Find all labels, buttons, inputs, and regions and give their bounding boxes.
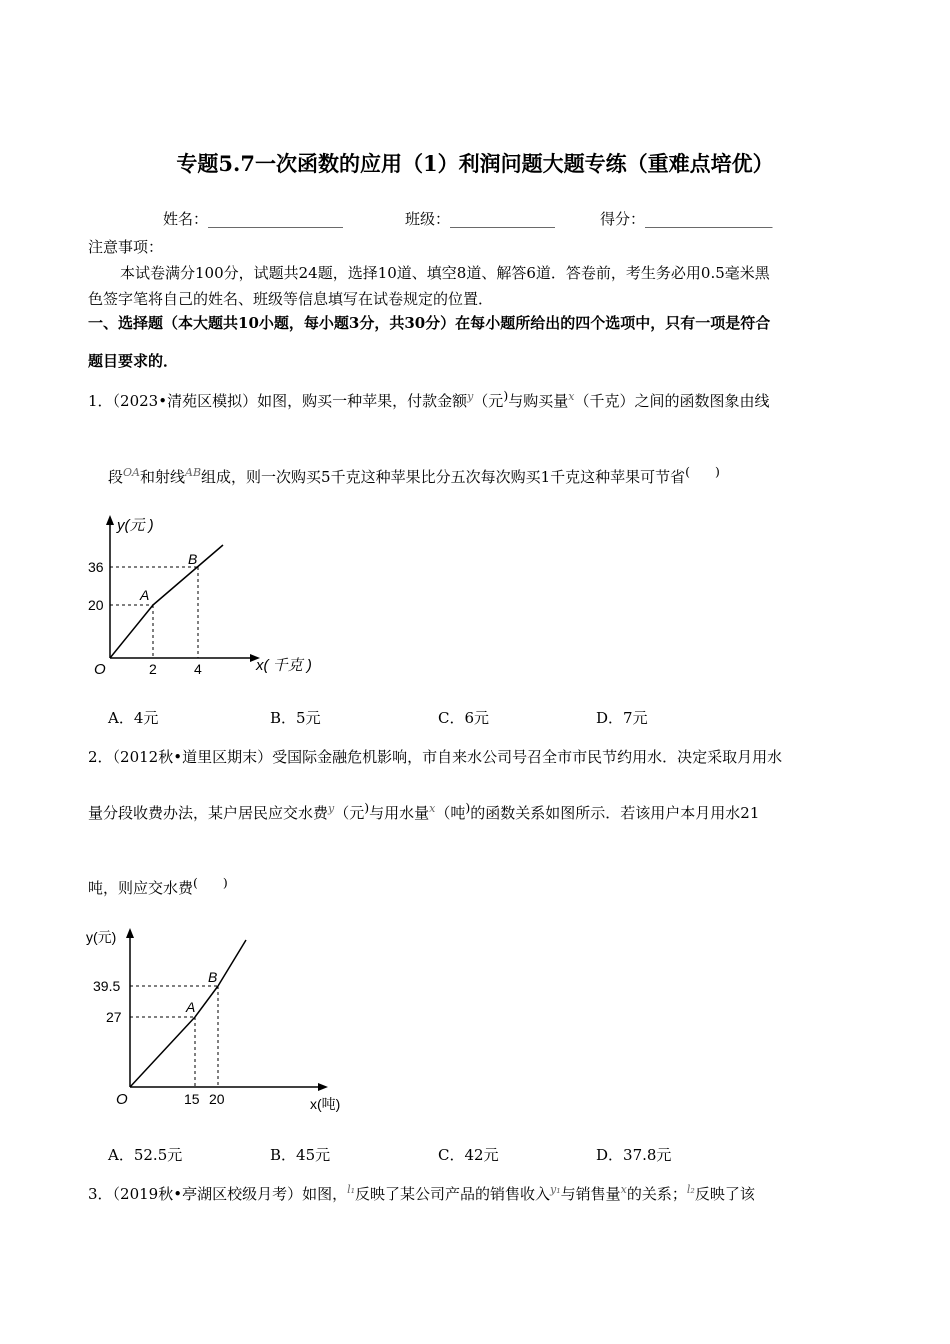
- q1-origin-label: O: [94, 661, 106, 678]
- q1-x-tick-2: 2: [149, 661, 157, 677]
- q2-text-c: 与用水量: [369, 804, 430, 822]
- q1-answer-paren: ( ): [685, 464, 720, 479]
- q1-text-c: 与购买量: [508, 392, 569, 410]
- q3-line-1: [88, 1183, 755, 1204]
- q2-text-b: （元: [334, 804, 365, 822]
- q3-text-e: 反映了该: [694, 1185, 755, 1203]
- q3-var-l1: l₁: [347, 1183, 356, 1196]
- q1-point-A: A: [140, 587, 150, 603]
- q1-var-AB: AB: [185, 466, 202, 479]
- page-title: 专题5.7一次函数的应用（1）利润问题大题专练（重难点培优）: [176, 151, 774, 176]
- q1-y-label: y(元 ): [117, 517, 154, 534]
- q1-x-label: x( 千克 ): [256, 657, 312, 674]
- name-field[interactable]: 姓名：__________________: [163, 210, 344, 228]
- class-field[interactable]: 班级：______________: [405, 210, 556, 228]
- q2-option-a[interactable]: A．52.5元: [108, 1146, 183, 1164]
- q2-paren-close-2: ): [465, 800, 471, 815]
- q2-ray-B: [218, 940, 246, 986]
- q1-text-b: （元: [473, 392, 504, 410]
- q1-point-B: B: [188, 551, 198, 567]
- q2-x-tick-15: 15: [184, 1091, 200, 1107]
- q2-x-label: x(吨): [310, 1096, 341, 1112]
- q1-var-x: x: [568, 390, 575, 403]
- q1-text-f: 和射线: [139, 468, 185, 486]
- q3-text-b: 反映了某公司产品的销售收入: [355, 1185, 551, 1203]
- q3-var-l2: l₂: [686, 1183, 695, 1196]
- q1-y-arrow: [106, 515, 114, 525]
- section-heading-line-1: 一、选择题（本大题共10小题，每小题3分，共30分）在每小题所给出的四个选项中，只有一项是符合: [88, 314, 771, 332]
- score-field[interactable]: 得分：_________________: [600, 210, 773, 228]
- q2-answer-paren: ( ): [193, 875, 228, 890]
- notice-heading: 注意事项：: [88, 238, 164, 256]
- q2-point-A: A: [186, 999, 196, 1015]
- section-heading-line-2: 题目要求的．: [88, 352, 179, 370]
- q1-text-d: （千克）之间的函数图象由线: [574, 392, 770, 410]
- q1-text-g: 组成，则一次购买5千克这种苹果比分五次每次购买1千克这种苹果可节省: [201, 468, 686, 486]
- q2-graph: [80, 922, 370, 1122]
- q2-y-tick-27: 27: [106, 1009, 122, 1025]
- q1-line-2: [108, 462, 720, 487]
- q2-y-arrow: [126, 928, 134, 938]
- q1-y-tick-36: 36: [88, 559, 104, 575]
- q2-text-f: 吨，则应交水费: [88, 879, 194, 897]
- q2-option-c[interactable]: C．42元: [438, 1146, 499, 1164]
- q1-option-c[interactable]: C．6元: [438, 709, 490, 727]
- q3-text-c: 与销售量: [560, 1185, 621, 1203]
- q3-text-a: 3．（2019秋•亭湖区校级月考）如图，: [88, 1185, 348, 1203]
- q3-var-y1: y₁: [550, 1183, 561, 1196]
- q2-origin-label: O: [116, 1091, 128, 1108]
- q1-line-1: [88, 388, 769, 411]
- q2-segment-OA: [130, 1017, 195, 1087]
- q2-y-label: y(元): [86, 929, 117, 945]
- q2-var-x: x: [429, 802, 436, 815]
- q2-x-arrow: [318, 1083, 328, 1091]
- q1-paren-close: ): [503, 388, 509, 403]
- q1-graph: [80, 510, 340, 685]
- q1-y-tick-20: 20: [88, 597, 104, 613]
- q3-text-d: 的关系；: [626, 1185, 687, 1203]
- q2-option-d[interactable]: D．37.8元: [596, 1146, 672, 1164]
- q1-x-tick-4: 4: [194, 661, 202, 677]
- q2-var-y: y: [328, 802, 335, 815]
- q2-paren-close-1: ): [364, 800, 370, 815]
- q1-segment-OA: [110, 605, 153, 658]
- q1-var-y: y: [467, 390, 474, 403]
- q2-x-tick-20: 20: [209, 1091, 225, 1107]
- q2-option-b[interactable]: B．45元: [270, 1146, 331, 1164]
- q2-text-d: （吨: [435, 804, 466, 822]
- q1-text-e: 段: [108, 468, 124, 486]
- q1-option-b[interactable]: B．5元: [270, 709, 321, 727]
- q1-option-d[interactable]: D．7元: [596, 709, 648, 727]
- q2-segment-AB: [195, 986, 218, 1017]
- q2-line-3: [88, 873, 228, 898]
- q1-var-OA: OA: [123, 466, 140, 479]
- q2-line-2: [88, 800, 759, 823]
- q1-option-a[interactable]: A．4元: [108, 709, 159, 727]
- q1-text-a: 1．（2023•清苑区模拟）如图，购买一种苹果，付款金额: [88, 392, 468, 410]
- q2-text-e: 的函数关系如图所示．若该用户本月用水21: [470, 804, 760, 822]
- q2-text-a: 量分段收费办法，某户居民应交水费: [88, 804, 329, 822]
- q3-var-x: x: [620, 1183, 627, 1196]
- q2-point-B: B: [208, 969, 218, 985]
- q2-y-tick-39-5: 39.5: [93, 978, 121, 994]
- notice-line-2: 色签字笔将自己的姓名、班级等信息填写在试卷规定的位置．: [88, 290, 494, 308]
- q2-line-1: 2．（2012秋•道里区期末）受国际金融危机影响，市自来水公司号召全市市民节约用水．决定采取月用水: [88, 748, 783, 766]
- notice-line-1: 本试卷满分100分，试题共24题，选择10道、填空8道、解答6道．答卷前，考生务必用0.5毫米黑: [120, 264, 770, 282]
